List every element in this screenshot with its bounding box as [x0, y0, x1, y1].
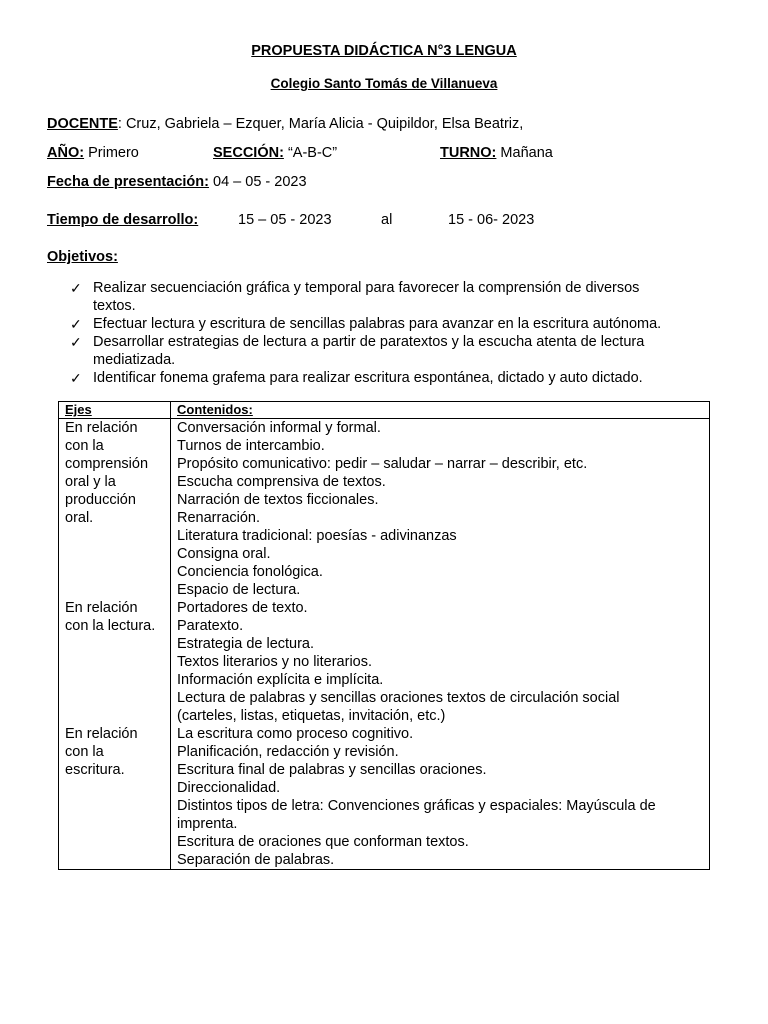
anio-value: Primero: [88, 145, 139, 161]
eje-line: con la: [65, 744, 104, 760]
contenido-line: Escritura final de palabras y sencillas oraciones.: [177, 762, 487, 778]
objetivo-line: Realizar secuenciación gráfica y temporal para favorecer la comprensión de diversos: [93, 280, 640, 296]
tiempo-desde: 15 – 05 - 2023: [238, 212, 332, 228]
contenido-line: Literatura tradicional: poesías - adivinanzas: [177, 528, 457, 544]
objetivo-line: textos.: [93, 298, 136, 314]
checkmark-icon: ✓: [70, 370, 82, 386]
docente-value: : Cruz, Gabriela – Ezquer, María Alicia - Quipildor, Elsa Beatriz,: [117, 116, 524, 132]
checkmark-icon: ✓: [70, 280, 82, 296]
objetivo-line: Desarrollar estrategias de lectura a partir de paratextos y la escucha atenta de lectura: [93, 334, 645, 350]
contenido-line: Escritura de oraciones que conforman textos.: [177, 834, 469, 850]
contenido-line: Propósito comunicativo: pedir – saludar – narrar – describir, etc.: [177, 456, 588, 472]
eje-line: oral y la: [65, 474, 116, 490]
contenido-line: Separación de palabras.: [177, 852, 335, 868]
eje-line: En relación: [65, 420, 138, 436]
header-ejes: [59, 402, 171, 419]
ejes-contenidos-table: [58, 401, 710, 870]
contenido-line: La escritura como proceso cognitivo.: [177, 726, 414, 742]
contenido-line: imprenta.: [177, 816, 238, 832]
eje-block: [65, 419, 164, 527]
eje-line: con la: [65, 438, 104, 454]
contenido-line: Distintos tipos de letra: Convenciones gráficas y espaciales: Mayúscula de: [177, 798, 656, 814]
turno-value: Mañana: [500, 145, 553, 161]
turno-field: [440, 145, 553, 161]
contenido-line: Planificación, redacción y revisión.: [177, 744, 399, 760]
checkmark-icon: ✓: [70, 334, 82, 350]
contenido-line: Conversación informal y formal.: [177, 420, 381, 436]
objetivo-line: Efectuar lectura y escritura de sencillas palabras para avanzar en la escritura autónoma.: [93, 316, 662, 332]
objetivo-item: [70, 279, 710, 315]
eje-block: [65, 599, 164, 635]
objetivo-item: [70, 333, 710, 369]
objetivo-item: [70, 369, 710, 387]
header-contenidos-text: Contenidos:: [177, 402, 253, 417]
docente-label: DOCENTE: [47, 116, 118, 132]
eje-line: comprensión: [65, 456, 149, 472]
objetivo-item: [70, 315, 710, 333]
docente-row: [47, 116, 523, 132]
fecha-label: Fecha de presentación:: [47, 174, 209, 190]
table-body-row: [59, 419, 710, 870]
table-header-row: [59, 402, 710, 419]
contenido-line: Textos literarios y no literarios.: [177, 654, 373, 670]
contenido-line: Información explícita e implícita.: [177, 672, 384, 688]
contenido-line: Renarración.: [177, 510, 261, 526]
contenido-line: Consigna oral.: [177, 546, 271, 562]
tiempo-hasta: 15 - 06- 2023: [448, 212, 535, 228]
anio-label: AÑO:: [47, 145, 85, 161]
eje-line: En relación: [65, 600, 138, 616]
checkmark-icon: ✓: [70, 316, 82, 332]
contenido-line: Portadores de texto.: [177, 600, 308, 616]
eje-line: oral.: [65, 510, 94, 526]
school-name: Colegio Santo Tomás de Villanueva: [270, 76, 498, 91]
eje-line: escritura.: [65, 762, 125, 778]
contenido-line: Turnos de intercambio.: [177, 438, 325, 454]
ejes-cell: [59, 419, 171, 870]
anio-field: [47, 145, 139, 161]
seccion-field: [213, 145, 337, 161]
contenido-line: Narración de textos ficcionales.: [177, 492, 379, 508]
header-ejes-text: Ejes: [65, 402, 92, 417]
header-contenidos: [171, 402, 710, 419]
seccion-label: SECCIÓN:: [213, 145, 284, 161]
fecha-row: [47, 174, 307, 190]
contenido-line: Conciencia fonológica.: [177, 564, 323, 580]
objetivos-list: [70, 279, 710, 387]
eje-block: [65, 725, 164, 779]
contenido-line: (carteles, listas, etiquetas, invitación, etc.): [177, 708, 446, 724]
eje-line: con la lectura.: [65, 618, 156, 634]
eje-line: En relación: [65, 726, 138, 742]
objetivos-label: Objetivos:: [47, 249, 118, 265]
seccion-value: “A-B-C”: [287, 145, 338, 161]
contenido-line: Estrategia de lectura.: [177, 636, 315, 652]
turno-label: TURNO:: [440, 145, 497, 161]
document-title: PROPUESTA DIDÁCTICA N°3 LENGUA: [251, 43, 517, 59]
contenidos-cell: [171, 419, 710, 870]
eje-line: producción: [65, 492, 136, 508]
fecha-value: 04 – 05 - 2023: [213, 174, 307, 190]
tiempo-label: Tiempo de desarrollo:: [47, 212, 199, 228]
contenido-line: Direccionalidad.: [177, 780, 281, 796]
contenido-line: Espacio de lectura.: [177, 582, 301, 598]
objetivo-line: Identificar fonema grafema para realizar escritura espontánea, dictado y auto dictado.: [93, 370, 643, 386]
tiempo-al: al: [381, 212, 393, 228]
contenido-line: Escucha comprensiva de textos.: [177, 474, 386, 490]
contenido-line: Lectura de palabras y sencillas oraciones textos de circulación social: [177, 690, 620, 706]
objetivo-line: mediatizada.: [93, 352, 176, 368]
contenido-line: Paratexto.: [177, 618, 244, 634]
